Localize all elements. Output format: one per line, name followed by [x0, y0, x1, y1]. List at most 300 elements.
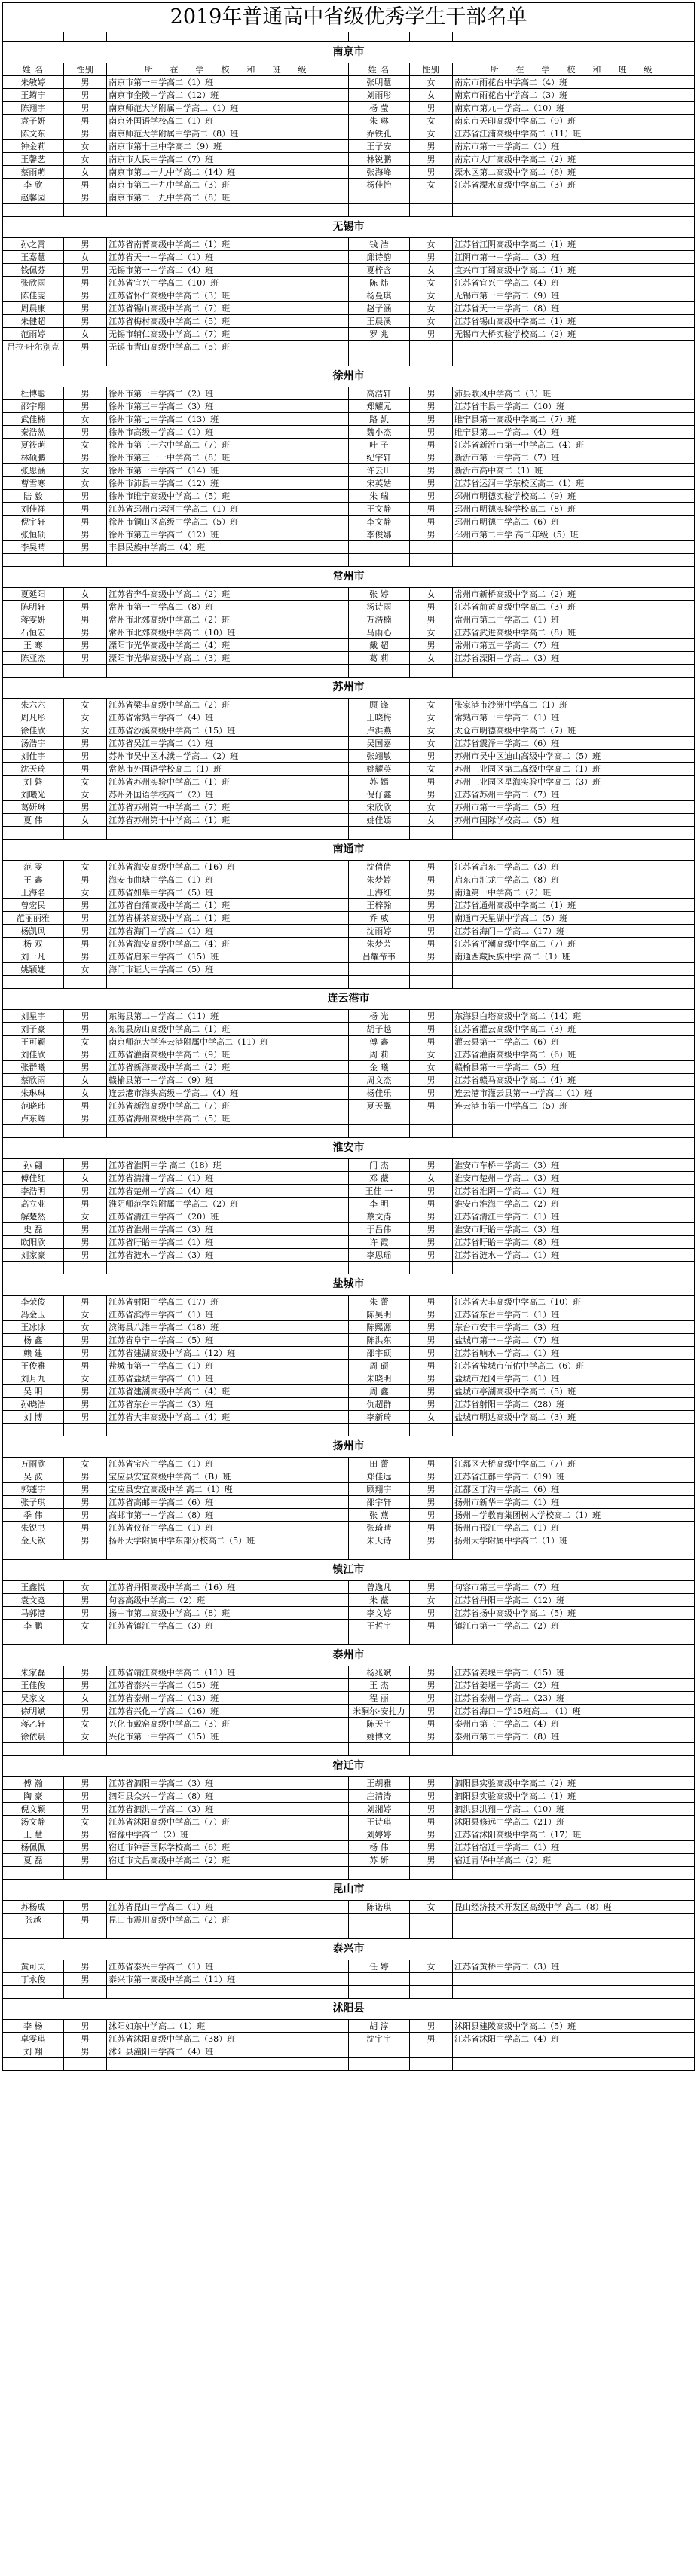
- student-name: 武佳楠: [3, 413, 64, 426]
- student-name: 陈文东: [3, 127, 64, 140]
- student-name: 乔铁孔: [349, 127, 410, 140]
- blank-cell: [349, 1424, 410, 1436]
- blank-cell: [453, 1424, 695, 1436]
- student-school-class: 南京师范大学附属中学高二（8）班: [107, 127, 349, 140]
- student-gender: 女: [409, 289, 452, 302]
- student-name: 范雨婷: [3, 328, 64, 341]
- student-name: 王 慧: [3, 1828, 64, 1841]
- blank-cell: [63, 827, 106, 840]
- student-gender: 男: [63, 1334, 106, 1347]
- student-school-class: 新沂市第一中学高二（7）班: [453, 451, 695, 464]
- student-name: 钟金莉: [3, 140, 64, 153]
- student-name: 蔡欣雨: [3, 1074, 64, 1087]
- header-name: 姓 名: [349, 63, 410, 76]
- blank-cell: [409, 1262, 452, 1274]
- blank-cell: [63, 1547, 106, 1560]
- header-gender: 性别: [63, 63, 106, 76]
- table-row: [3, 925, 695, 938]
- table-row: [3, 1828, 695, 1841]
- student-school-class: 淮阴师范学院附属中学高二（2）班: [107, 1198, 349, 1210]
- student-school-class: 江苏省淮阴中学 高二（18）班: [107, 1159, 349, 1172]
- blank-cell: [453, 2058, 695, 2071]
- table-row: [3, 464, 695, 477]
- student-gender: 男: [409, 1360, 452, 1372]
- student-school-class: 常州市第一中学高二（8）班: [107, 601, 349, 613]
- student-gender: 女: [409, 763, 452, 776]
- table-row: [3, 191, 695, 204]
- student-school-class: 江苏省昆山中学高二（1）班: [107, 1901, 349, 1914]
- blank-cell: [107, 1424, 349, 1436]
- student-name: [349, 341, 410, 353]
- student-school-class: 苏州市吴中区木渎中学高二（2）班: [107, 750, 349, 763]
- student-school-class: 徐州市第三中学高二（3）班: [107, 400, 349, 413]
- student-gender: 女: [409, 711, 452, 724]
- table-row: [3, 89, 695, 102]
- student-school-class: 启东市汇龙中学高二（8）班: [453, 873, 695, 886]
- student-school-class: 苏州市国际学校高二（5）班: [453, 814, 695, 827]
- student-gender: 男: [409, 1236, 452, 1249]
- student-name: 朱六六: [3, 699, 64, 711]
- student-name: 徐佳欣: [3, 724, 64, 737]
- student-gender: 女: [63, 1074, 106, 1087]
- table-row: [3, 1816, 695, 1828]
- student-name: 刘仕宇: [3, 750, 64, 763]
- student-school-class: 常州市第二中学高二（1）班: [453, 613, 695, 626]
- city-section-header: [3, 1274, 695, 1296]
- blank-cell: [409, 1125, 452, 1138]
- student-name: 周 莉: [349, 1048, 410, 1061]
- student-gender: 男: [409, 1159, 452, 1172]
- student-name: 张明慧: [349, 76, 410, 89]
- blank-cell: [63, 1867, 106, 1880]
- student-school-class: 泗阳县众兴中学高二（8）班: [107, 1790, 349, 1803]
- blank-cell: [349, 1125, 410, 1138]
- student-gender: 男: [63, 1828, 106, 1841]
- student-name: 刘子豪: [3, 1023, 64, 1036]
- student-name: [349, 963, 410, 976]
- student-gender: 女: [63, 464, 106, 477]
- student-name: 田 蕾: [349, 1458, 410, 1470]
- city-section-header: [3, 1645, 695, 1666]
- student-name: 许云川: [349, 464, 410, 477]
- student-name: 周 硕: [349, 1360, 410, 1372]
- student-school-class: 高邮市第一中学高二（8）班: [107, 1509, 349, 1522]
- student-gender: 男: [63, 451, 106, 464]
- blank-cell: [349, 1743, 410, 1756]
- student-gender: 男: [63, 763, 106, 776]
- student-name: 朱 蕾: [349, 1296, 410, 1308]
- student-school-class: 江苏省涟水中学高二（3）班: [107, 1249, 349, 1262]
- blank-cell: [63, 1986, 106, 1999]
- student-gender: 女: [409, 264, 452, 277]
- student-name: 陈熙源: [349, 1321, 410, 1334]
- student-name: 蒋乙轩: [3, 1718, 64, 1730]
- city-name: 盐城市: [3, 1274, 695, 1296]
- table-row: [3, 1594, 695, 1607]
- student-gender: 男: [409, 1470, 452, 1483]
- student-gender: 男: [63, 1705, 106, 1718]
- table-row: [3, 626, 695, 639]
- table-row: [3, 1334, 695, 1347]
- student-gender: 男: [63, 1470, 106, 1483]
- student-gender: 男: [63, 1960, 106, 1973]
- student-school-class: 邳州市明德实验学校高二（8）班: [453, 503, 695, 516]
- table-row: [3, 776, 695, 788]
- table-row: [3, 328, 695, 341]
- blank-cell: [107, 1926, 349, 1939]
- student-school-class: 江苏省锡山高级中学高二（1）班: [453, 315, 695, 328]
- student-name: 周晨康: [3, 302, 64, 315]
- student-gender: 女: [409, 1172, 452, 1185]
- blank-row: [3, 976, 695, 989]
- table-row: [3, 302, 695, 315]
- student-gender: 男: [409, 886, 452, 899]
- student-school-class: 南京市人民中学高二（7）班: [107, 153, 349, 166]
- student-school-class: 江苏省丹阳中学高二（12）班: [453, 1594, 695, 1607]
- blank-row: [3, 353, 695, 366]
- student-school-class: 扬州市邗江中学高二（1）班: [453, 1522, 695, 1534]
- table-row: [3, 613, 695, 626]
- student-school-class: 江苏省泗阳中学高二（3）班: [107, 1777, 349, 1790]
- student-name: 纪宇轩: [349, 451, 410, 464]
- student-school-class: [453, 963, 695, 976]
- student-school-class: 江苏省白蒲高级中学高二（1）班: [107, 899, 349, 912]
- student-gender: 男: [409, 328, 452, 341]
- blank-cell: [3, 1125, 64, 1138]
- student-gender: 男: [409, 601, 452, 613]
- student-name: 沈宇宇: [349, 2033, 410, 2045]
- student-gender: 男: [63, 503, 106, 516]
- table-row: [3, 541, 695, 554]
- student-name: 邵宇翔: [3, 400, 64, 413]
- table-row: [3, 140, 695, 153]
- student-gender: 男: [409, 1036, 452, 1048]
- student-gender: 女: [63, 1321, 106, 1334]
- student-school-class: 江苏省滨海中学高二（1）班: [107, 1308, 349, 1321]
- student-school-class: 江苏省江阴高级中学高二（1）班: [453, 238, 695, 251]
- student-gender: 男: [63, 613, 106, 626]
- blank-cell: [453, 1926, 695, 1939]
- table-row: [3, 1398, 695, 1411]
- student-gender: 女: [409, 315, 452, 328]
- table-row: [3, 801, 695, 814]
- table-row: [3, 289, 695, 302]
- student-name: 杜博聪: [3, 387, 64, 400]
- student-school-class: 江都区大桥高级中学高二（7）班: [453, 1458, 695, 1470]
- student-school-class: 扬州中学教育集团树人学校高二（1）班: [453, 1509, 695, 1522]
- student-name: 高立业: [3, 1198, 64, 1210]
- student-gender: 男: [63, 102, 106, 115]
- student-school-class: 沭阳县潼阳中学高二（4）班: [107, 2045, 349, 2058]
- student-school-class: 江苏省清江中学高二（20）班: [107, 1210, 349, 1223]
- document-root: [2, 2, 695, 2071]
- student-name: 王胡雅: [349, 1777, 410, 1790]
- table-row: [3, 1534, 695, 1547]
- student-name: 刘月九: [3, 1372, 64, 1385]
- student-name: 王诗琪: [349, 1816, 410, 1828]
- student-gender: 男: [63, 1023, 106, 1036]
- student-name: 王晨溪: [349, 315, 410, 328]
- student-school-class: 江苏省沙溪高级中学高二（15）班: [107, 724, 349, 737]
- student-name: 范丽丽雅: [3, 912, 64, 925]
- table-row: [3, 1620, 695, 1632]
- student-name: 王 杰: [349, 1679, 410, 1692]
- blank-cell: [63, 2058, 106, 2071]
- table-row: [3, 341, 695, 353]
- student-school-class: 盐城市第一中学高二（1）班: [107, 1360, 349, 1372]
- student-school-class: 泰州市第三中学高二（4）班: [453, 1718, 695, 1730]
- student-name: 赵子涵: [349, 302, 410, 315]
- student-name: 程 丽: [349, 1692, 410, 1705]
- city-name: 镇江市: [3, 1560, 695, 1581]
- student-school-class: 江苏省奔牛高级中学高二（2）班: [107, 588, 349, 601]
- student-school-class: 江苏省宿迁中学高二（1）班: [453, 1841, 695, 1854]
- student-school-class: 盐城市明达高级中学高二（3）班: [453, 1411, 695, 1424]
- student-gender: 男: [409, 1777, 452, 1790]
- student-name: 范 雯: [3, 861, 64, 873]
- student-name: 朱锐书: [3, 1522, 64, 1534]
- blank-row: [3, 204, 695, 217]
- student-name: 张群曦: [3, 1061, 64, 1074]
- student-gender: 男: [63, 1347, 106, 1360]
- student-school-class: 丰县民族中学高二（4）班: [107, 541, 349, 554]
- student-gender: 女: [63, 140, 106, 153]
- student-school-class: 徐州市第一中学高二（2）班: [107, 387, 349, 400]
- student-name: 季 伟: [3, 1509, 64, 1522]
- blank-cell: [63, 353, 106, 366]
- student-gender: 女: [409, 737, 452, 750]
- student-gender: 男: [63, 1385, 106, 1398]
- student-name: 朱晓明: [349, 1372, 410, 1385]
- blank-cell: [3, 554, 64, 567]
- student-name: 仇超群: [349, 1398, 410, 1411]
- student-school-class: 宝应县安宜高级中学高二（B）班: [107, 1470, 349, 1483]
- table-row: [3, 1360, 695, 1372]
- blank-cell: [63, 204, 106, 217]
- blank-cell: [409, 1867, 452, 1880]
- student-gender: [409, 341, 452, 353]
- student-name: 刘佳欣: [3, 1048, 64, 1061]
- student-school-class: 扬中市第二高级中学高二（8）班: [107, 1607, 349, 1620]
- student-name: 夏梓含: [349, 264, 410, 277]
- student-school-class: 宿迁青华中学高二（2）班: [453, 1854, 695, 1867]
- blank-cell: [349, 665, 410, 678]
- student-name: 张 燕: [349, 1509, 410, 1522]
- student-name: 李浩明: [3, 1185, 64, 1198]
- student-name: 姚耀英: [349, 763, 410, 776]
- blank-cell: [3, 976, 64, 989]
- student-gender: 女: [409, 814, 452, 827]
- student-gender: 男: [409, 613, 452, 626]
- blank-cell: [349, 827, 410, 840]
- student-school-class: 镇江市第一中学高二（2）班: [453, 1620, 695, 1632]
- student-gender: 女: [63, 814, 106, 827]
- student-gender: 男: [409, 387, 452, 400]
- student-school-class: 兴化市第一中学高二（15）班: [107, 1730, 349, 1743]
- student-gender: 女: [409, 238, 452, 251]
- student-school-class: 淮安市淮海中学高二（2）班: [453, 1198, 695, 1210]
- student-school-class: 赣榆县第一中学高二（9）班: [107, 1074, 349, 1087]
- student-name: 邓 薇: [349, 1172, 410, 1185]
- student-gender: 女: [409, 626, 452, 639]
- table-row: [3, 76, 695, 89]
- student-gender: 男: [63, 341, 106, 353]
- student-school-class: 江苏省梅村高级中学高二（5）班: [107, 315, 349, 328]
- student-school-class: 泰州市第二中学高二（8）班: [453, 1730, 695, 1743]
- table-row: [3, 1308, 695, 1321]
- student-gender: 女: [63, 1210, 106, 1223]
- student-gender: 男: [63, 1185, 106, 1198]
- table-row: [3, 315, 695, 328]
- student-gender: 男: [63, 1061, 106, 1074]
- table-row: [3, 1470, 695, 1483]
- student-school-class: 苏州工业园区星海实验中学高二（3）班: [453, 776, 695, 788]
- student-name: 卢东辉: [3, 1112, 64, 1125]
- student-name: 汤诗雨: [349, 601, 410, 613]
- student-name: 叶 子: [349, 439, 410, 451]
- table-row: [3, 588, 695, 601]
- student-gender: [409, 1914, 452, 1926]
- student-name: 刘雨彤: [349, 89, 410, 102]
- student-name: 朱家磊: [3, 1666, 64, 1679]
- student-name: 曾逸凡: [349, 1581, 410, 1594]
- student-gender: 男: [63, 1010, 106, 1023]
- table-row: [3, 1036, 695, 1048]
- student-school-class: 江苏省泰州中学高二（13）班: [107, 1692, 349, 1705]
- table-row: [3, 516, 695, 528]
- student-school-class: 江苏省海安高级中学高二（4）班: [107, 938, 349, 950]
- student-gender: 男: [409, 873, 452, 886]
- student-name: 欧阳欣: [3, 1236, 64, 1249]
- student-name: 李思瑶: [349, 1249, 410, 1262]
- student-name: 李 明: [349, 1198, 410, 1210]
- table-row: [3, 861, 695, 873]
- blank-cell: [3, 827, 64, 840]
- student-gender: 女: [63, 153, 106, 166]
- student-gender: 男: [409, 1458, 452, 1470]
- student-school-class: 淮安市车桥中学高二（3）班: [453, 1159, 695, 1172]
- student-gender: 女: [63, 1087, 106, 1100]
- table-row: [3, 763, 695, 776]
- student-school-class: 无锡市大桥实验学校高二（2）班: [453, 328, 695, 341]
- student-gender: 男: [63, 1666, 106, 1679]
- student-gender: 女: [63, 776, 106, 788]
- student-gender: 男: [409, 1730, 452, 1743]
- student-gender: 女: [63, 711, 106, 724]
- student-school-class: 无锡市辅仁高级中学高二（7）班: [107, 328, 349, 341]
- table-row: [3, 1223, 695, 1236]
- table-row: [3, 277, 695, 289]
- blank-row: [3, 2058, 695, 2071]
- student-school-class: 江苏省阜宁中学高二（5）班: [107, 1334, 349, 1347]
- student-name: 郭蓬宇: [3, 1483, 64, 1496]
- student-gender: 女: [63, 328, 106, 341]
- blank-cell: [349, 2058, 410, 2071]
- student-gender: [409, 191, 452, 204]
- blank-cell: [3, 1424, 64, 1436]
- student-name: 李 欣: [3, 179, 64, 191]
- table-row: [3, 1210, 695, 1223]
- student-gender: 男: [409, 1620, 452, 1632]
- student-gender: 男: [63, 1901, 106, 1914]
- table-row: [3, 1236, 695, 1249]
- student-school-class: 南京市第一中学高二（1）班: [107, 76, 349, 89]
- student-gender: 男: [63, 925, 106, 938]
- student-school-class: 江苏省高邮中学高二（6）班: [107, 1496, 349, 1509]
- city-section-header: [3, 1560, 695, 1581]
- student-school-class: 兴化市戴窑高级中学高二（3）班: [107, 1718, 349, 1730]
- student-name: 徐明斌: [3, 1705, 64, 1718]
- student-school-class: 沭阳县建陵高级中学高二（5）班: [453, 2020, 695, 2033]
- student-name: 刘家豪: [3, 1249, 64, 1262]
- student-gender: 女: [63, 963, 106, 976]
- student-school-class: 淮安市盱眙中学高二（3）班: [453, 1223, 695, 1236]
- table-row: [3, 102, 695, 115]
- student-gender: 女: [409, 127, 452, 140]
- blank-cell: [453, 665, 695, 678]
- student-school-class: 沛县歌风中学高二（3）班: [453, 387, 695, 400]
- student-gender: 男: [63, 1198, 106, 1210]
- student-school-class: 江苏省南菁高级中学高二（1）班: [107, 238, 349, 251]
- student-name: 蔡雨萌: [3, 166, 64, 179]
- student-name: 刘 博: [3, 1411, 64, 1424]
- student-school-class: [453, 2045, 695, 2058]
- student-name: 张思涵: [3, 464, 64, 477]
- student-name: 张翊敏: [349, 750, 410, 763]
- student-gender: 男: [409, 1347, 452, 1360]
- student-school-class: 徐州市高级中学高二（1）班: [107, 426, 349, 439]
- student-name: 李 杨: [3, 2020, 64, 2033]
- blank-cell: [3, 1547, 64, 1560]
- blank-cell: [349, 1547, 410, 1560]
- student-school-class: 江苏省黄桥中学高二（3）班: [453, 1960, 695, 1973]
- city-section-header: [3, 217, 695, 238]
- student-gender: 女: [63, 699, 106, 711]
- city-section-header: [3, 1756, 695, 1777]
- city-name: 南通市: [3, 840, 695, 861]
- student-school-class: 江苏省新海高级中学高二（2）班: [107, 1061, 349, 1074]
- student-name: 李俊娜: [349, 528, 410, 541]
- student-school-class: 江苏省邳州市运河中学高二（1）班: [107, 503, 349, 516]
- student-school-class: 江苏省建湖高级中学高二（4）班: [107, 1385, 349, 1398]
- table-row: [3, 711, 695, 724]
- student-gender: 女: [63, 413, 106, 426]
- student-name: 傅佳红: [3, 1172, 64, 1185]
- blank-cell: [409, 1986, 452, 1999]
- student-name: 米酮尔·安扎力: [349, 1705, 410, 1718]
- student-name: 刘 翔: [3, 2045, 64, 2058]
- blank-row: [3, 665, 695, 678]
- student-name: 汤浩宇: [3, 737, 64, 750]
- student-school-class: 徐州市第一中学高二（14）班: [107, 464, 349, 477]
- student-name: 朱 琳: [349, 115, 410, 127]
- student-gender: 女: [63, 1581, 106, 1594]
- student-school-class: 泰兴市第一高级中学高二（11）班: [107, 1973, 349, 1986]
- table-row: [3, 639, 695, 652]
- student-school-class: 江苏省淮州中学高二（3）班: [107, 1223, 349, 1236]
- table-row: [3, 1087, 695, 1100]
- student-school-class: 江苏省海州高级中学高二（5）班: [107, 1112, 349, 1125]
- table-row: [3, 2020, 695, 2033]
- student-gender: 女: [409, 115, 452, 127]
- student-gender: 男: [63, 528, 106, 541]
- student-gender: 男: [409, 1210, 452, 1223]
- student-gender: 男: [63, 302, 106, 315]
- student-gender: 男: [409, 1398, 452, 1411]
- blank-cell: [107, 1632, 349, 1645]
- student-name: 刘曦光: [3, 788, 64, 801]
- student-school-class: 江苏省清江中学高二（1）班: [453, 1210, 695, 1223]
